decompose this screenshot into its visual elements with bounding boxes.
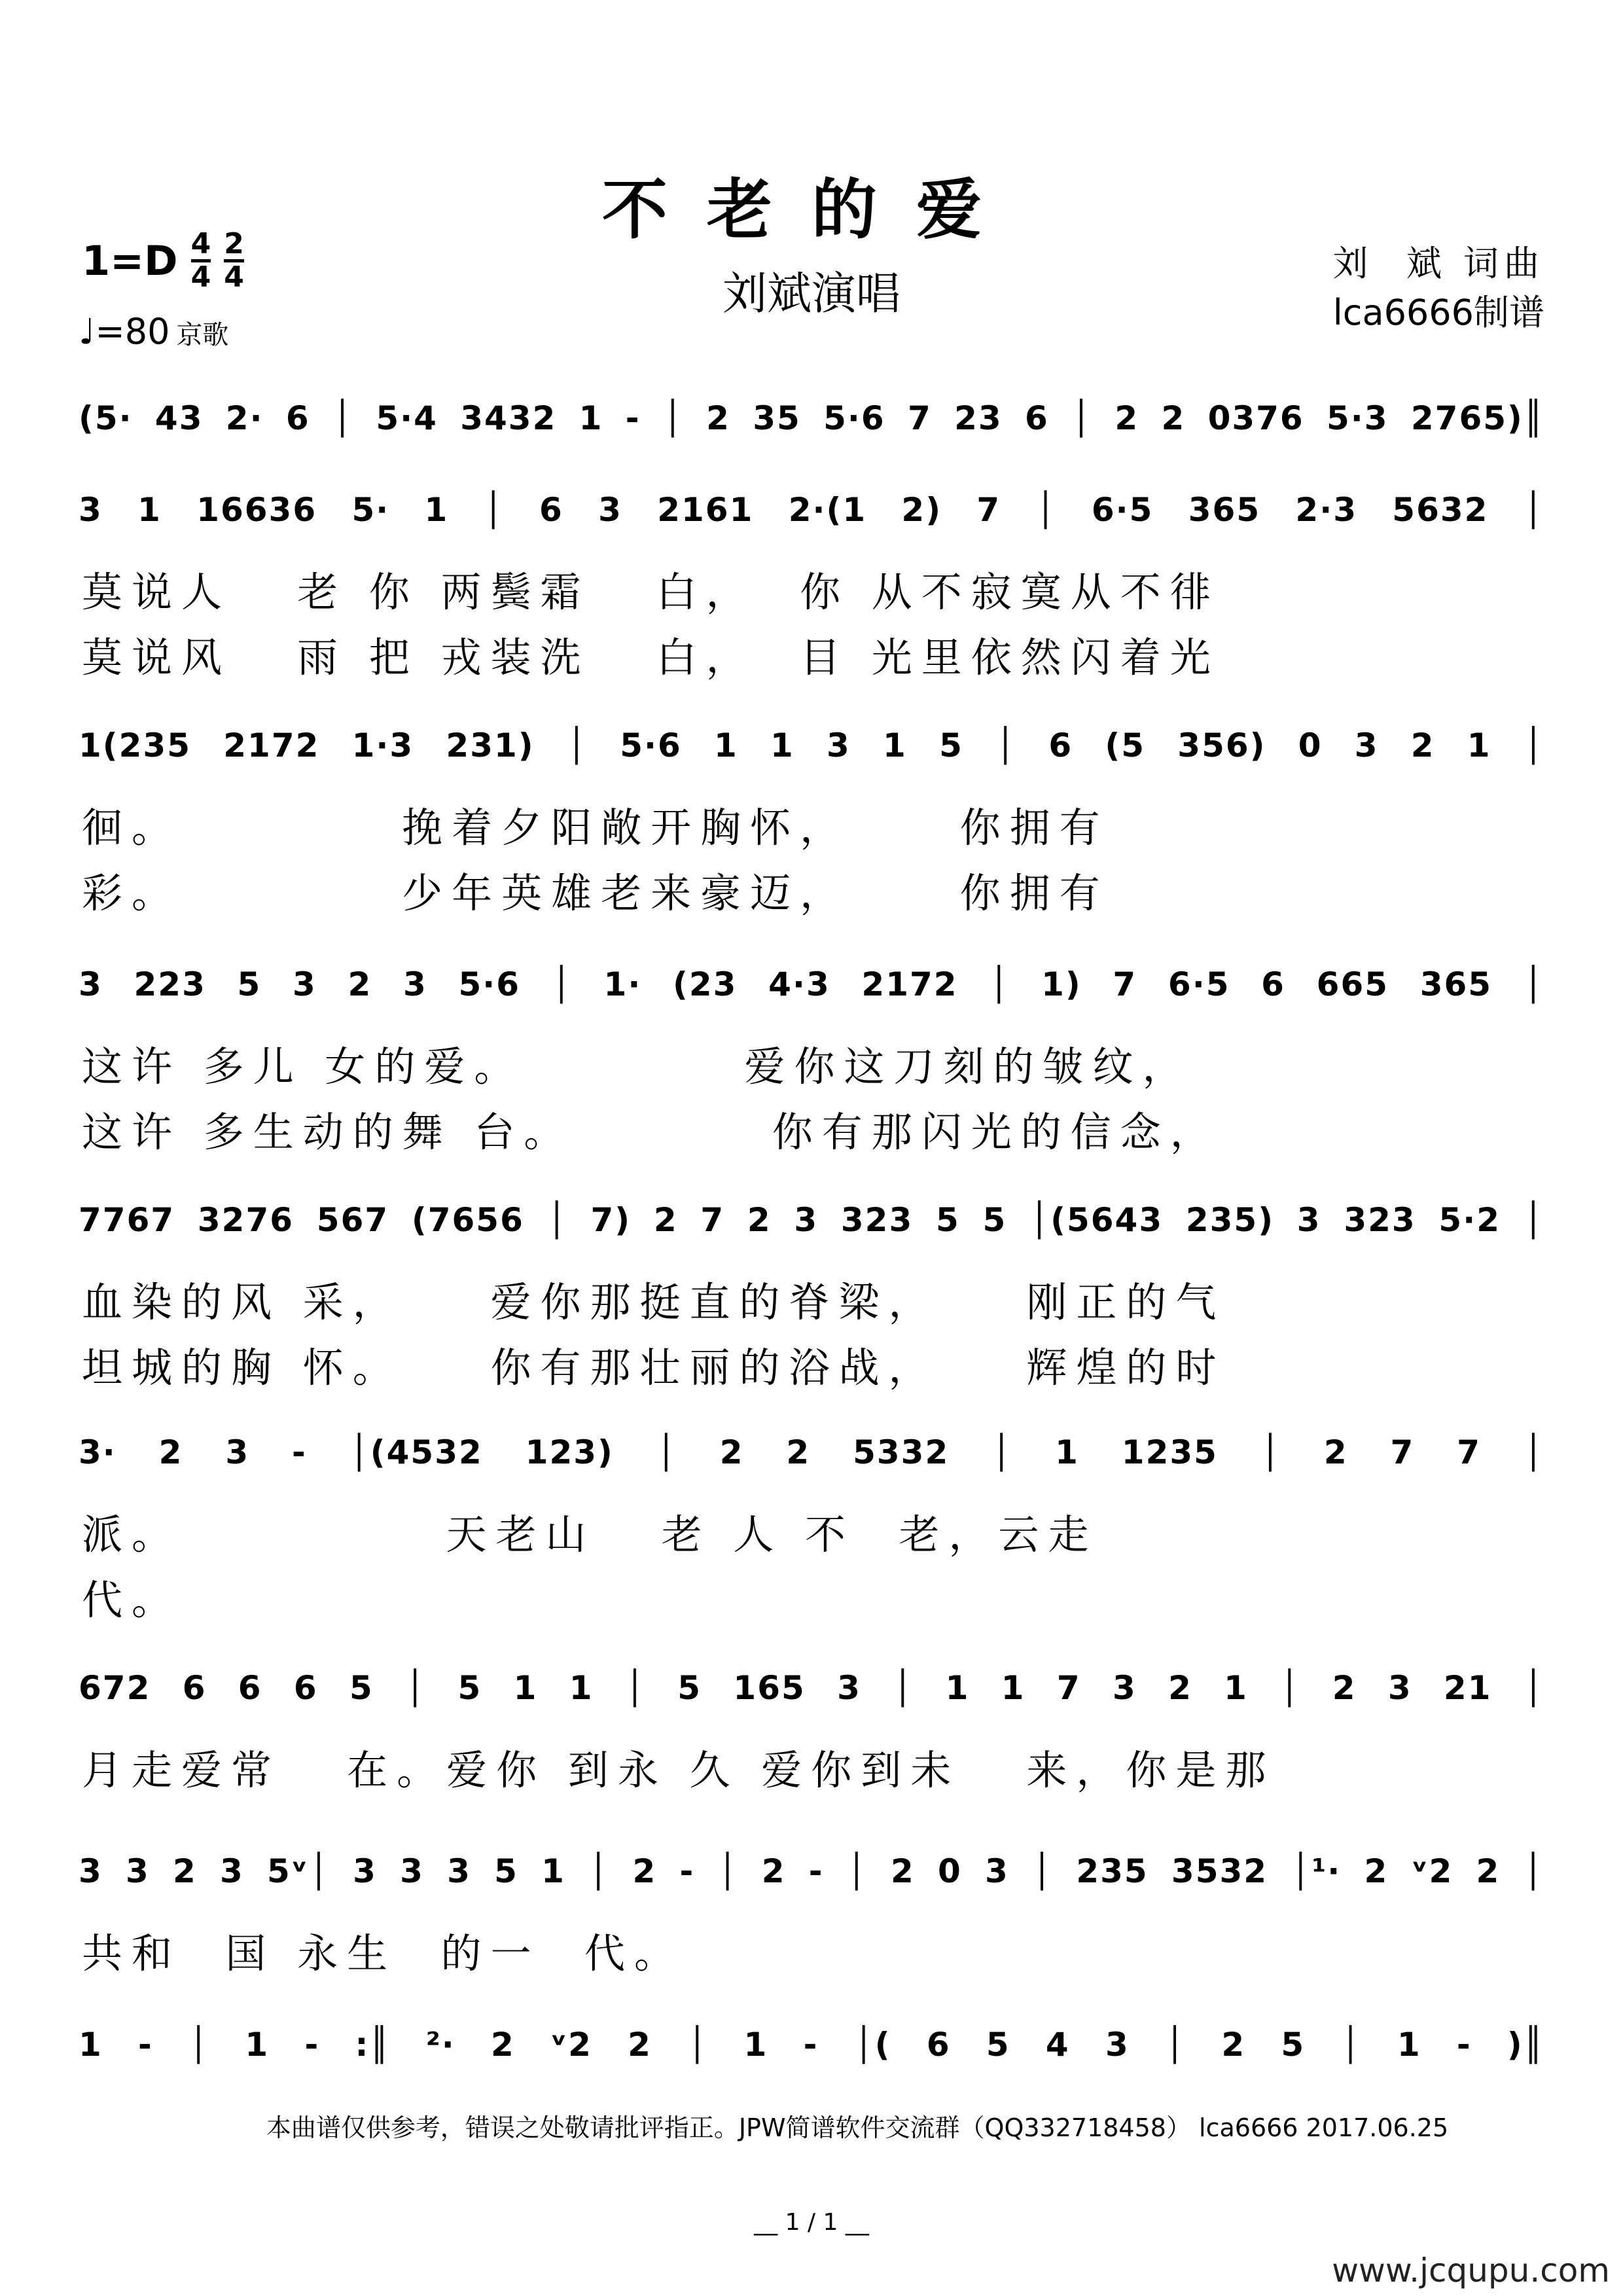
barline: │ bbox=[1260, 1433, 1281, 1471]
lyric-line: 共和 国 永生 的一 代。 bbox=[82, 1929, 684, 1977]
tempo-marking bbox=[79, 311, 228, 352]
note-group: 7 bbox=[907, 399, 932, 437]
note-group: - bbox=[1456, 2026, 1472, 2064]
lyric-line: 徊。 挽着夕阳敞开胸怀， 你拥有 bbox=[82, 804, 1109, 852]
barline: │ bbox=[893, 1669, 914, 1707]
note-group: 2 bbox=[706, 399, 730, 437]
note-group: 4·3 bbox=[768, 965, 830, 1003]
note-group: 7 bbox=[976, 491, 1001, 529]
page-number: __ 1 / 1 __ bbox=[754, 2209, 869, 2236]
note-group: 2 bbox=[891, 1852, 915, 1890]
note-group: 672 bbox=[79, 1669, 151, 1707]
note-group: 1 bbox=[1467, 726, 1491, 764]
note-group: 2 bbox=[632, 1852, 657, 1890]
note-group: 5 bbox=[986, 2026, 1010, 2064]
note-group: 2 bbox=[1364, 1852, 1389, 1890]
note-group: (5 bbox=[1105, 726, 1146, 764]
note-group: 6·5 bbox=[1091, 491, 1154, 529]
note-group: 1 bbox=[513, 1669, 538, 1707]
singer-credit: 刘斌演唱 bbox=[722, 268, 901, 320]
note-group: 5·6 bbox=[823, 399, 885, 437]
note-group: 2 bbox=[1323, 1433, 1348, 1471]
barline: │ bbox=[1165, 2026, 1186, 2064]
note-group: 6 bbox=[285, 399, 310, 437]
note-group: 2 bbox=[1476, 1852, 1501, 1890]
note-group: (7656 bbox=[411, 1201, 524, 1239]
barline: │ bbox=[687, 2026, 709, 2064]
note-group: - bbox=[808, 1852, 824, 1890]
note-group: 7 bbox=[1113, 965, 1137, 1003]
note-group: 2) bbox=[901, 491, 942, 529]
note-group: 7 bbox=[1457, 1433, 1481, 1471]
note-group: 1 bbox=[1397, 2026, 1421, 2064]
note-group: - bbox=[803, 2026, 819, 2064]
note-group: 3 bbox=[447, 1852, 471, 1890]
note-group: │¹· bbox=[1291, 1852, 1342, 1890]
barline: │ bbox=[995, 726, 1017, 764]
note-group: 1 bbox=[743, 2026, 768, 2064]
note-group: 1 bbox=[424, 491, 449, 529]
note-group: - bbox=[138, 2026, 153, 2064]
ts-bottom: 4 bbox=[190, 260, 211, 294]
note-group: 1) bbox=[1041, 965, 1082, 1003]
barline: │ bbox=[1523, 1433, 1544, 1471]
note-group: 1 bbox=[541, 1852, 565, 1890]
barline: │ bbox=[1340, 2026, 1362, 2064]
barline: │ bbox=[1523, 491, 1544, 529]
note-group: 5·6 bbox=[620, 726, 682, 764]
note-group: 5ᵛ│ bbox=[267, 1852, 330, 1890]
note-group: 6 bbox=[1024, 399, 1049, 437]
lyric-line: 坦城的胸 怀。 你有那壮丽的浴战， 辉煌的时 bbox=[82, 1344, 1226, 1391]
lyric-line: 莫说风 雨 把 戎装洗 白， 目 光里依然闪着光 bbox=[82, 634, 1220, 681]
note-group: 123) bbox=[525, 1433, 614, 1471]
note-group: 2172 bbox=[223, 726, 320, 764]
note-group: 6 bbox=[539, 491, 563, 529]
note-group: 2 bbox=[747, 1201, 772, 1239]
note-group: 35 bbox=[753, 399, 801, 437]
note-group: 5·4 bbox=[376, 399, 438, 437]
note-group: 3 bbox=[1105, 2026, 1130, 2064]
note-group: 2 bbox=[628, 2026, 652, 2064]
barline: │ bbox=[551, 965, 573, 1003]
ts-bottom: 4 bbox=[224, 260, 244, 294]
barline: │ bbox=[1032, 1852, 1054, 1890]
note-group: 3 bbox=[1296, 1201, 1321, 1239]
note-group: 21 bbox=[1443, 1669, 1492, 1707]
note-group: 3 bbox=[827, 726, 851, 764]
note-group: 5 bbox=[1281, 2026, 1306, 2064]
note-group: 1 bbox=[1001, 1669, 1026, 1707]
note-group: 5 bbox=[237, 965, 262, 1003]
notation-line bbox=[79, 1669, 1544, 1707]
note-group: ²· bbox=[425, 2026, 455, 2064]
lyric-line: 这许 多儿 女的爱。 爱你这刀刻的皱纹， bbox=[82, 1043, 1192, 1090]
ts-top: 2 bbox=[224, 229, 244, 262]
barline: │ bbox=[483, 491, 505, 529]
note-group: 3 bbox=[985, 1852, 1009, 1890]
note-group: 5 bbox=[982, 1201, 1007, 1239]
barline: │ bbox=[332, 399, 354, 437]
note-group: 3532 bbox=[1171, 1852, 1268, 1890]
key-time-signature bbox=[82, 229, 244, 293]
note-group: 1· bbox=[603, 965, 642, 1003]
time-signature-1 bbox=[191, 229, 211, 293]
note-group: 6 bbox=[1048, 726, 1073, 764]
note-group: - bbox=[304, 2026, 320, 2064]
note-group: │(4532 bbox=[349, 1433, 483, 1471]
note-group: 1·3 bbox=[351, 726, 414, 764]
note-group: 6 bbox=[926, 2026, 951, 2064]
note-group: │(5643 bbox=[1029, 1201, 1164, 1239]
barline: │ bbox=[188, 2026, 210, 2064]
note-group: 1 bbox=[579, 399, 603, 437]
note-group: 2 bbox=[1332, 1669, 1357, 1707]
note-group: 5632 bbox=[1392, 491, 1489, 529]
note-group: 2 bbox=[1221, 2026, 1246, 2064]
note-group: 5·6 bbox=[458, 965, 521, 1003]
note-group: 3432 bbox=[460, 399, 557, 437]
barline: │ bbox=[1523, 726, 1544, 764]
note-group: 7 bbox=[700, 1201, 725, 1239]
note-group: 231) bbox=[446, 726, 535, 764]
note-group: 1 bbox=[79, 2026, 103, 2064]
note-group: - bbox=[292, 1433, 307, 1471]
note-group: 5 bbox=[677, 1669, 702, 1707]
note-group: 2 bbox=[653, 1201, 678, 1239]
note-group: 2 bbox=[719, 1433, 744, 1471]
composer-credit: 刘 斌 词曲 bbox=[1332, 243, 1544, 284]
note-group: 1 bbox=[569, 1669, 594, 1707]
note-group: 6 bbox=[182, 1669, 207, 1707]
note-group: 323 bbox=[840, 1201, 914, 1239]
arranger-credit: lca6666制谱 bbox=[1332, 292, 1544, 333]
note-group: 3 bbox=[837, 1669, 861, 1707]
notation-line bbox=[79, 1201, 1544, 1239]
note-group: 1 bbox=[1224, 1669, 1248, 1707]
note-group: 5·3 bbox=[1327, 399, 1389, 437]
time-signature-2 bbox=[224, 229, 244, 293]
note-group: 356) bbox=[1177, 726, 1266, 764]
note-group: ᵛ2 bbox=[550, 2026, 592, 2064]
notation-line bbox=[79, 1852, 1544, 1890]
note-group: 3 bbox=[126, 1852, 150, 1890]
note-group: 4 bbox=[1045, 2026, 1070, 2064]
note-group: 3276 bbox=[197, 1201, 294, 1239]
barline: │ bbox=[991, 1433, 1013, 1471]
note-group: 3 bbox=[293, 965, 317, 1003]
note-group: 16636 bbox=[196, 491, 317, 529]
note-group: 5 bbox=[457, 1669, 482, 1707]
note-group: 3 bbox=[400, 1852, 424, 1890]
note-group: 43 bbox=[154, 399, 204, 437]
note-group: 235 bbox=[1076, 1852, 1149, 1890]
barline: │ bbox=[1523, 1669, 1544, 1707]
note-group: 3 bbox=[1354, 726, 1379, 764]
barline: │ bbox=[405, 1669, 427, 1707]
note-group: 2 bbox=[786, 1433, 811, 1471]
note-group: 7 bbox=[1390, 1433, 1415, 1471]
note-group: │( bbox=[853, 2026, 891, 2064]
note-group: 3· bbox=[79, 1433, 116, 1471]
note-group: 2 bbox=[761, 1852, 786, 1890]
note-group: ᵛ2 bbox=[1411, 1852, 1454, 1890]
notation-line bbox=[79, 965, 1544, 1003]
note-group: 365 bbox=[1188, 491, 1261, 529]
notation-line bbox=[79, 2026, 1544, 2064]
barline: │ bbox=[546, 1201, 568, 1239]
tempo-value: ♩=80 bbox=[79, 311, 170, 352]
note-group: 2 bbox=[348, 965, 372, 1003]
note-group: 3 bbox=[353, 1852, 377, 1890]
note-group: 1 bbox=[245, 2026, 270, 2064]
note-group: 2· bbox=[225, 399, 264, 437]
lyric-line: 派。 天老山 老 人 不 老，云走 bbox=[82, 1511, 1098, 1558]
note-group: 1(235 bbox=[79, 726, 192, 764]
note-group: 2161 bbox=[657, 491, 754, 529]
note-group: 3 bbox=[79, 965, 103, 1003]
note-group: 235) bbox=[1185, 1201, 1275, 1239]
note-group: 6 bbox=[293, 1669, 318, 1707]
note-group: 3 bbox=[403, 965, 427, 1003]
note-group: 0376 bbox=[1207, 399, 1304, 437]
notation-line bbox=[79, 399, 1544, 437]
barline: │ bbox=[662, 399, 684, 437]
note-group: 365 bbox=[1419, 965, 1493, 1003]
note-group: 2172 bbox=[861, 965, 958, 1003]
note-group: 3 bbox=[79, 491, 103, 529]
note-group: 3 bbox=[794, 1201, 819, 1239]
barline: │ bbox=[1523, 1852, 1544, 1890]
note-group: 5 bbox=[349, 1669, 374, 1707]
barline: │ bbox=[624, 1669, 646, 1707]
note-group: 2·3 bbox=[1295, 491, 1357, 529]
note-group: :║ bbox=[355, 2026, 391, 2064]
note-group: 165 bbox=[733, 1669, 806, 1707]
note-group: 2 bbox=[1168, 1669, 1192, 1707]
note-group: 1 bbox=[714, 726, 738, 764]
note-group: 6·5 bbox=[1168, 965, 1230, 1003]
note-group: (23 bbox=[673, 965, 738, 1003]
note-group: 6 bbox=[238, 1669, 262, 1707]
note-group: 5·2 bbox=[1438, 1201, 1501, 1239]
site-watermark: www.jcqupu.com bbox=[1332, 2251, 1610, 2289]
barline: │ bbox=[846, 1852, 868, 1890]
note-group: - bbox=[625, 399, 641, 437]
barline: │ bbox=[588, 1852, 610, 1890]
lyric-line: 彩。 少年英雄老来豪迈， 你拥有 bbox=[82, 869, 1109, 917]
note-group: 1 bbox=[945, 1669, 970, 1707]
barline: │ bbox=[1523, 1201, 1544, 1239]
barline: │ bbox=[566, 726, 588, 764]
note-group: 3 bbox=[598, 491, 622, 529]
barline: │ bbox=[989, 965, 1010, 1003]
note-group: )║ bbox=[1507, 2026, 1544, 2064]
lyric-line: 月走爱常 在。爱你 到永 久 爱你到未 来，你是那 bbox=[82, 1746, 1275, 1794]
note-group: 0 bbox=[1298, 726, 1323, 764]
note-group: 2 bbox=[1115, 399, 1139, 437]
note-group: 1 bbox=[770, 726, 794, 764]
note-group: 3 bbox=[79, 1852, 103, 1890]
note-group: 1 bbox=[1055, 1433, 1079, 1471]
lyric-line: 代。 bbox=[82, 1576, 182, 1624]
note-group: 3 bbox=[1387, 1669, 1412, 1707]
lyric-line: 这许 多生动的舞 台。 你有那闪光的信念， bbox=[82, 1108, 1220, 1156]
note-group: 223 bbox=[134, 965, 206, 1003]
note-group: 5 bbox=[939, 726, 963, 764]
barline: │ bbox=[1071, 399, 1093, 437]
song-title: 不老的爱 bbox=[602, 171, 1021, 248]
note-group: 7 bbox=[1056, 1669, 1081, 1707]
note-group: 2·(1 bbox=[788, 491, 867, 529]
notation-line bbox=[79, 1433, 1544, 1471]
note-group: 7) bbox=[590, 1201, 632, 1239]
note-group: 2 bbox=[173, 1852, 197, 1890]
note-group: 3 bbox=[220, 1852, 244, 1890]
note-group: 3 bbox=[225, 1433, 250, 1471]
note-group: 665 bbox=[1316, 965, 1389, 1003]
footnote: 本曲谱仅供参考，错误之处敬请批评指正。JPW简谱软件交流群（QQ332718458） lca6666 2017.06.25 bbox=[266, 2113, 1449, 2142]
note-group: 5332 bbox=[853, 1433, 950, 1471]
notation-line bbox=[79, 491, 1544, 529]
note-group: (5· bbox=[79, 399, 133, 437]
note-group: 5 bbox=[935, 1201, 960, 1239]
note-group: 2 bbox=[158, 1433, 183, 1471]
note-group: 567 bbox=[316, 1201, 389, 1239]
note-group: 23 bbox=[954, 399, 1003, 437]
notation-line bbox=[79, 726, 1544, 764]
note-group: 5· bbox=[351, 491, 390, 529]
note-group: 323 bbox=[1344, 1201, 1416, 1239]
note-group: 7767 bbox=[79, 1201, 175, 1239]
ts-top: 4 bbox=[191, 229, 211, 262]
note-group: 3 bbox=[1112, 1669, 1137, 1707]
key-signature: 1=D bbox=[82, 237, 178, 285]
barline: │ bbox=[1279, 1669, 1301, 1707]
note-group: 1235 bbox=[1121, 1433, 1218, 1471]
note-group: 2 bbox=[1410, 726, 1435, 764]
note-group: 5 bbox=[494, 1852, 518, 1890]
note-group: 2765)║ bbox=[1410, 399, 1544, 437]
note-group: 1 bbox=[883, 726, 907, 764]
lyric-line: 血染的风 采， 爱你那挺直的脊梁， 刚正的气 bbox=[82, 1278, 1226, 1326]
barline: │ bbox=[656, 1433, 677, 1471]
barline: │ bbox=[1523, 965, 1544, 1003]
barline: │ bbox=[717, 1852, 739, 1890]
style-label: 京歌 bbox=[176, 320, 229, 350]
note-group: - bbox=[679, 1852, 695, 1890]
note-group: 0 bbox=[938, 1852, 962, 1890]
note-group: 6 bbox=[1261, 965, 1285, 1003]
note-group: 2 bbox=[1161, 399, 1186, 437]
note-group: 1 bbox=[137, 491, 162, 529]
lyric-line: 莫说人 老 你 两鬓霜 白， 你 从不寂寞从不徘 bbox=[82, 568, 1220, 616]
note-group: 2 bbox=[491, 2026, 515, 2064]
barline: │ bbox=[1035, 491, 1057, 529]
